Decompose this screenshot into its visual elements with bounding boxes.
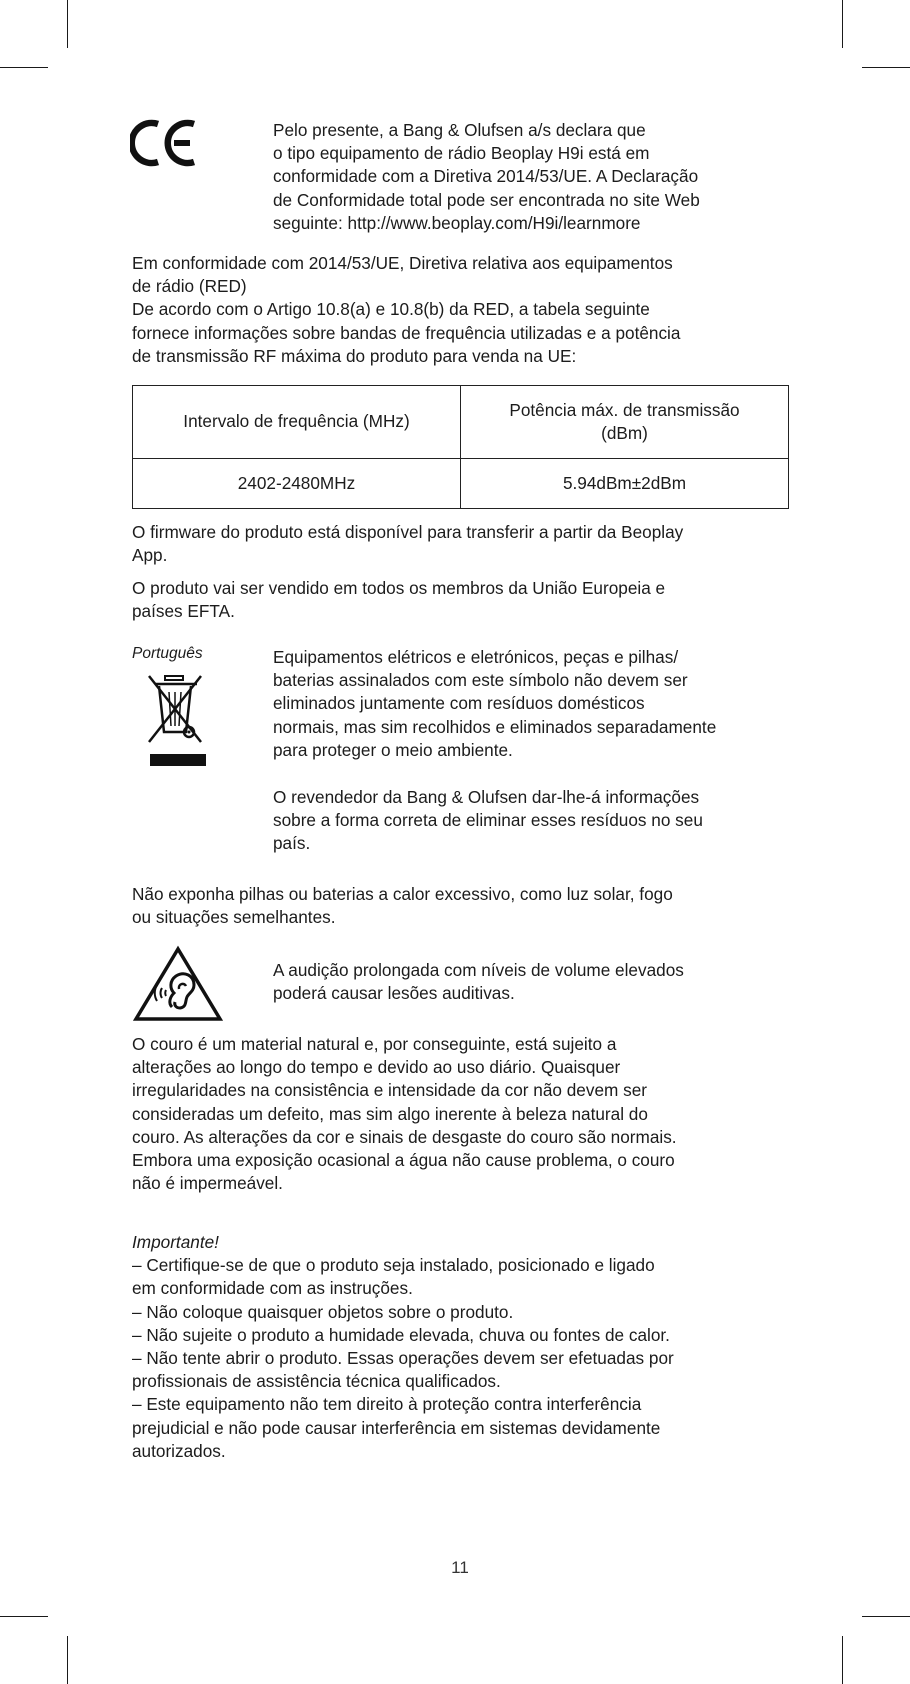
weee-crossed-bin-icon [145, 672, 211, 768]
list-item: prejudicial e não pode causar interferência em sistemas devidamente [132, 1417, 661, 1438]
text-line: couro. As alterações da cor e sinais de desgaste do couro são normais. [132, 1126, 677, 1147]
text-line: sobre a forma correta de eliminar esses resíduos no seu [273, 810, 703, 831]
text-line: de rádio (RED) [132, 276, 247, 297]
header-power-line: Potência máx. de transmissão [509, 399, 740, 420]
text-line: poderá causar lesões auditivas. [273, 983, 515, 1004]
hearing-warning-icon [132, 945, 224, 1023]
language-label: Português [132, 645, 203, 662]
crop-mark [0, 1616, 48, 1617]
table-row [133, 459, 789, 509]
list-item: em conformidade com as instruções. [132, 1278, 413, 1299]
text-line: conformidade com a Diretiva 2014/53/UE. A Declaração [273, 166, 699, 187]
ce-declaration-paragraph [273, 119, 700, 235]
text-line: país. [273, 833, 311, 854]
text-line: irregularidades na consistência e intensidade da cor não devem ser [132, 1080, 647, 1101]
retailer-paragraph [273, 786, 703, 856]
weee-paragraph [273, 646, 716, 762]
text-line: fornece informações sobre bandas de frequência utilizadas e a potência [132, 322, 681, 343]
list-item: – Não coloque quaisquer objetos sobre o produto. [132, 1301, 514, 1322]
text-line: Pelo presente, a Bang & Olufsen a/s declara que [273, 120, 646, 140]
list-item: – Não sujeite o produto a humidade elevada, chuva ou fontes de calor. [132, 1324, 670, 1345]
ce-mark-icon [130, 118, 196, 168]
header-power-unit: (dBm) [601, 423, 648, 443]
text-line: Em conformidade com 2014/53/UE, Diretiva relativa aos equipamentos [132, 253, 673, 273]
list-item: profissionais de assistência técnica qualificados. [132, 1371, 501, 1392]
text-line: Embora uma exposição ocasional a água não cause problema, o couro [132, 1150, 675, 1171]
text-line: A audição prolongada com níveis de volume elevados [273, 960, 684, 980]
frequency-value-cell: 2402-2480MHz [133, 459, 461, 509]
battery-warning-paragraph [132, 883, 673, 929]
text-line: para proteger o meio ambiente. [273, 739, 513, 760]
page-number: 11 [451, 1558, 469, 1577]
text-line: eliminados juntamente com resíduos domésticos [273, 693, 645, 714]
text-line: de Conformidade total pode ser encontrada no site Web [273, 189, 700, 210]
text-line: O revendedor da Bang & Olufsen dar-lhe-á informações [273, 787, 700, 807]
important-title: Importante! [132, 1232, 219, 1252]
text-line: normais, mas sim recolhidos e eliminados separadamente [273, 716, 717, 737]
text-line: de transmissão RF máxima do produto para venda na UE: [132, 345, 577, 366]
text-line: O firmware do produto está disponível para transferir a partir da Beoplay [132, 522, 684, 542]
text-line: ou situações semelhantes. [132, 907, 336, 928]
firmware-paragraph [132, 521, 683, 567]
red-directive-paragraph [132, 252, 680, 368]
eu-sales-paragraph [132, 577, 665, 623]
text-line: Não exponha pilhas ou baterias a calor excessivo, como luz solar, fogo [132, 884, 673, 904]
crop-mark [862, 1616, 910, 1617]
crop-mark [67, 1636, 68, 1684]
power-value-cell: 5.94dBm±2dBm [461, 459, 789, 509]
text-line: O couro é um material natural e, por conseguinte, está sujeito a [132, 1034, 617, 1054]
crop-mark [842, 0, 843, 48]
table-header-row [133, 386, 789, 459]
crop-mark [67, 0, 68, 48]
text-line: baterias assinalados com este símbolo não devem ser [273, 670, 688, 691]
text-line: Equipamentos elétricos e eletrónicos, peças e pilhas/ [273, 647, 679, 667]
list-item: – Certifique-se de que o produto seja instalado, posicionado e ligado [132, 1255, 655, 1276]
header-frequency-cell: Intervalo de frequência (MHz) [133, 386, 461, 459]
frequency-power-table [132, 385, 789, 509]
text-line: países EFTA. [132, 601, 235, 622]
important-section [132, 1231, 674, 1463]
text-line: alterações ao longo do tempo e devido ao uso diário. Quaisquer [132, 1057, 621, 1078]
list-item: – Não tente abrir o produto. Essas operações devem ser efetuadas por [132, 1348, 674, 1369]
text-line: O produto vai ser vendido em todos os membros da União Europeia e [132, 578, 666, 598]
crop-mark [842, 1636, 843, 1684]
text-line: o tipo equipamento de rádio Beoplay H9i está em [273, 143, 650, 164]
text-line: consideradas um defeito, mas sim algo inerente à beleza natural do [132, 1103, 648, 1124]
crop-mark [862, 67, 910, 68]
header-power-cell [461, 386, 789, 459]
list-item: autorizados. [132, 1440, 226, 1461]
text-line: App. [132, 545, 168, 566]
list-item: – Este equipamento não tem direito à proteção contra interferência [132, 1394, 642, 1415]
leather-paragraph [132, 1033, 677, 1195]
text-line: seguinte: http://www.beoplay.com/H9i/learnmore [273, 212, 641, 233]
hearing-warning-paragraph [273, 959, 684, 1005]
crop-mark [0, 67, 48, 68]
text-line: não é impermeável. [132, 1173, 283, 1194]
text-line: De acordo com o Artigo 10.8(a) e 10.8(b) da RED, a tabela seguinte [132, 299, 650, 320]
